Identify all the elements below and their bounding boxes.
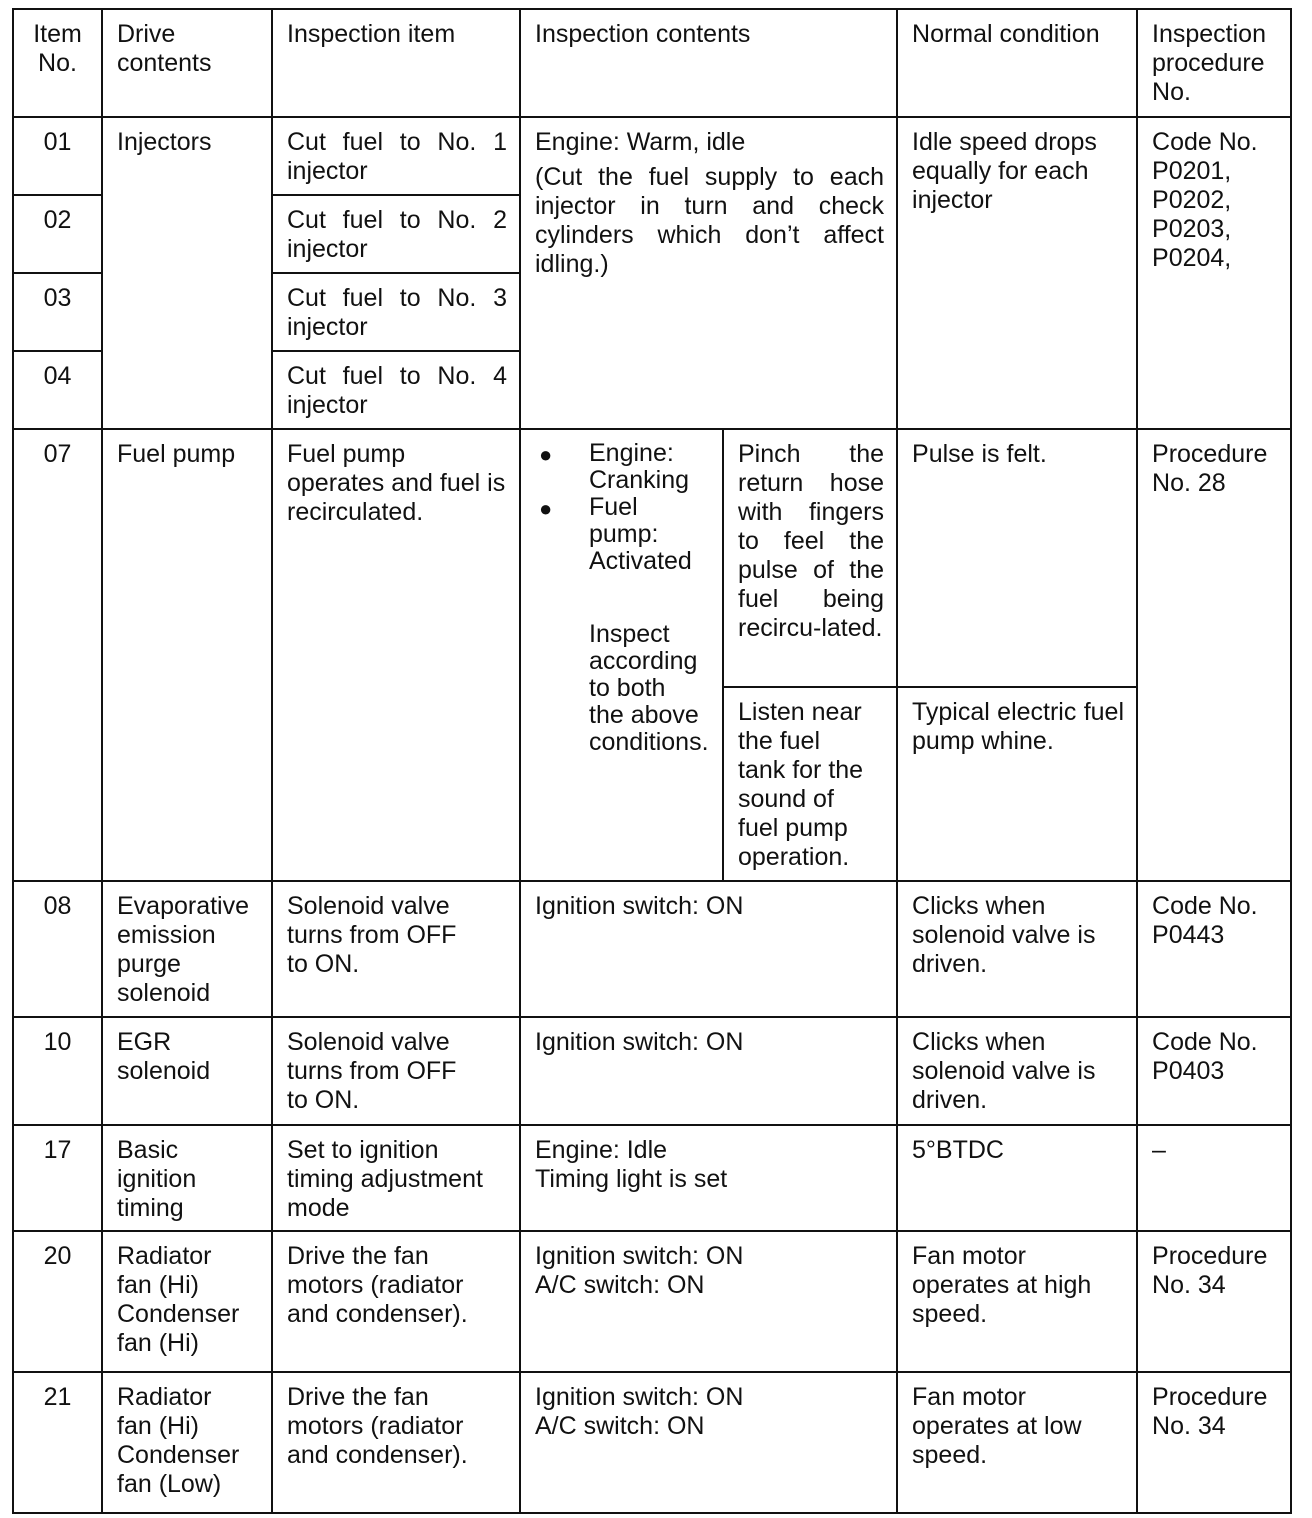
header-item-no: Item No. (13, 9, 102, 117)
item-no: 03 (13, 273, 102, 351)
contents-line: Engine: Warm, idle (535, 128, 746, 156)
procedure-no: Code No. P0403 (1137, 1017, 1291, 1125)
bullet-text: Engine: Cranking (589, 439, 690, 494)
inspection-contents: Ignition switch: ON (520, 881, 897, 1017)
inspection-item: Drive the fan motors (radiator and condenser). (272, 1372, 520, 1513)
inspection-item: Cut fuel to No. 4 injector (272, 351, 520, 429)
table-row (13, 1125, 1291, 1231)
contents-line: (Cut the fuel supply to each injector in turn and check cylinders which don’t affect idling.) (535, 163, 885, 278)
inspect-note: Inspect according to both the above conditions. (589, 620, 709, 756)
inspection-conditions (520, 429, 723, 881)
inspection-item: Solenoid valve turns from OFF to ON. (272, 1017, 520, 1125)
item-no: 01 (13, 117, 102, 195)
procedure-no: Procedure No. 28 (1137, 429, 1291, 881)
inspection-contents: Ignition switch: ON A/C switch: ON (520, 1372, 897, 1513)
procedure-no: – (1137, 1125, 1291, 1231)
normal-condition: Fan motor operates at low speed. (897, 1372, 1137, 1513)
drive-contents: Radiator fan (Hi) Condenser fan (Hi) (102, 1231, 272, 1372)
check-method: Pinch the return hose with fingers to feel the pulse of the fuel being recircu-lated. (723, 429, 897, 687)
normal-condition: Clicks when solenoid valve is driven. (897, 881, 1137, 1017)
drive-contents: Injectors (102, 117, 272, 429)
item-no: 08 (13, 881, 102, 1017)
inspection-contents: Ignition switch: ON A/C switch: ON (520, 1231, 897, 1372)
check-method: Listen near the fuel tank for the sound of fuel pump operation. (723, 687, 897, 881)
table-row (13, 1017, 1291, 1125)
inspection-contents: Engine: Idle Timing light is set (520, 1125, 897, 1231)
item-no: 07 (13, 429, 102, 881)
header-row (13, 9, 1291, 117)
item-no: 21 (13, 1372, 102, 1513)
drive-contents: Evaporative emission purge solenoid (102, 881, 272, 1017)
table-row (13, 429, 1291, 687)
table-row (13, 1231, 1291, 1372)
normal-condition: Typical electric fuel pump whine. (897, 687, 1137, 881)
normal-condition: Clicks when solenoid valve is driven. (897, 1017, 1137, 1125)
header-inspection-item: Inspection item (272, 9, 520, 117)
header-normal-condition: Normal condition (897, 9, 1137, 117)
inspection-contents: Ignition switch: ON (520, 1017, 897, 1125)
header-procedure-no: Inspection procedure No. (1137, 9, 1291, 117)
drive-contents: Fuel pump (102, 429, 272, 881)
inspection-table (12, 8, 1292, 1514)
inspection-item: Cut fuel to No. 2 injector (272, 195, 520, 273)
bullet-icon: ● (539, 496, 553, 521)
drive-contents: Radiator fan (Hi) Condenser fan (Low) (102, 1372, 272, 1513)
inspection-item: Set to ignition timing adjustment mode (272, 1125, 520, 1231)
inspection-item: Cut fuel to No. 3 injector (272, 273, 520, 351)
header-drive-contents: Drive contents (102, 9, 272, 117)
bullet-item (539, 494, 710, 575)
bullet-item (539, 440, 710, 494)
drive-contents: EGR solenoid (102, 1017, 272, 1125)
bullet-text: Fuel pump: Activated (589, 493, 692, 575)
normal-condition: Fan motor operates at high speed. (897, 1231, 1137, 1372)
item-no: 20 (13, 1231, 102, 1372)
table-row (13, 881, 1291, 1017)
item-no: 02 (13, 195, 102, 273)
procedure-no: Code No. P0201, P0202, P0203, P0204, (1137, 117, 1291, 429)
inspection-contents (520, 117, 897, 429)
drive-contents: Basic ignition timing (102, 1125, 272, 1231)
normal-condition: 5°BTDC (897, 1125, 1137, 1231)
inspection-item: Drive the fan motors (radiator and condenser). (272, 1231, 520, 1372)
table-row (13, 117, 1291, 195)
item-no: 04 (13, 351, 102, 429)
normal-condition: Pulse is felt. (897, 429, 1137, 687)
normal-condition: Idle speed drops equally for each injector (897, 117, 1137, 429)
item-no: 10 (13, 1017, 102, 1125)
inspection-item: Solenoid valve turns from OFF to ON. (272, 881, 520, 1017)
inspection-item: Cut fuel to No. 1 injector (272, 117, 520, 195)
procedure-no: Code No. P0443 (1137, 881, 1291, 1017)
table-row (13, 1372, 1291, 1513)
bullet-icon: ● (539, 442, 553, 467)
header-inspection-contents: Inspection contents (520, 9, 897, 117)
procedure-no: Procedure No. 34 (1137, 1231, 1291, 1372)
item-no: 17 (13, 1125, 102, 1231)
inspection-item: Fuel pump operates and fuel is recirculated. (272, 429, 520, 881)
procedure-no: Procedure No. 34 (1137, 1372, 1291, 1513)
